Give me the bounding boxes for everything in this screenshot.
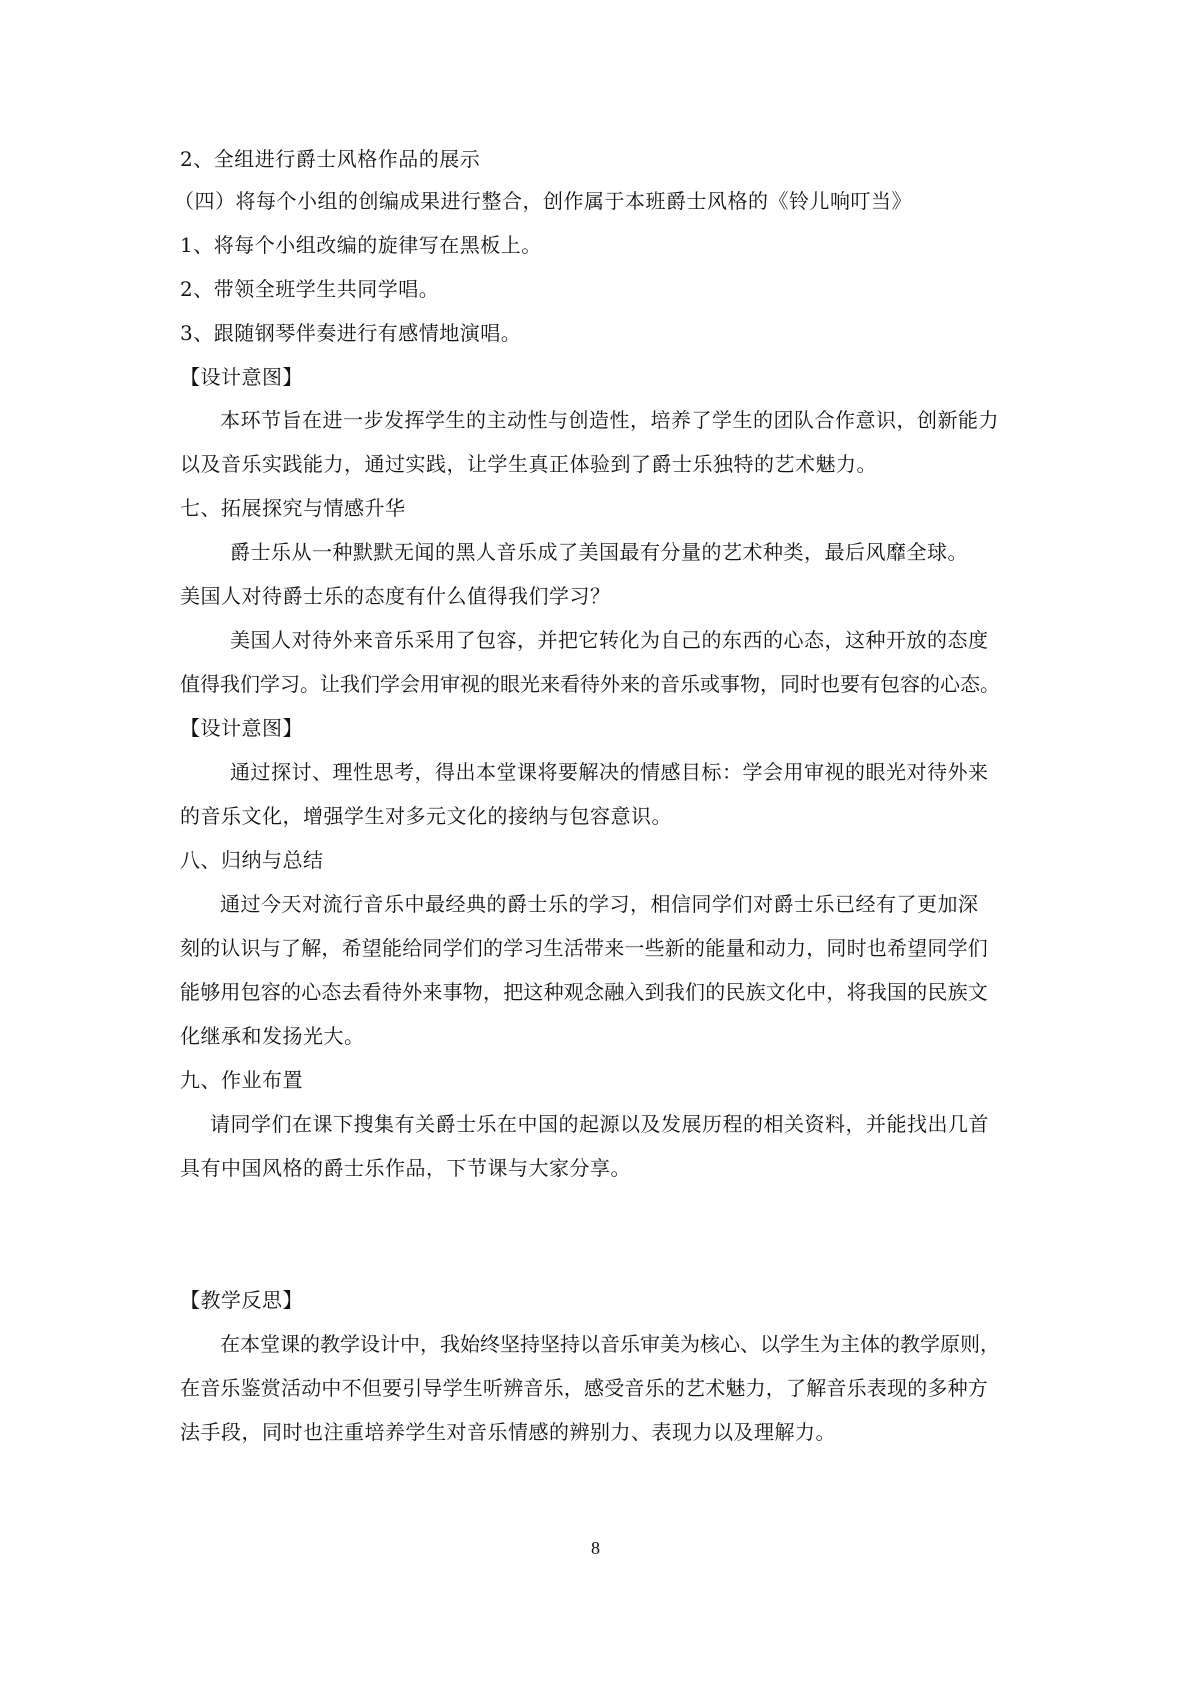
- design-intent-heading: 【设计意图】: [180, 365, 303, 389]
- paragraph-line: 美国人对待外来音乐采用了包容，并把它转化为自己的东西的心态，这种开放的态度: [230, 628, 989, 652]
- paragraph-line: 以及音乐实践能力，通过实践，让学生真正体验到了爵士乐独特的艺术魅力。: [180, 452, 877, 476]
- list-item: 3、跟随钢琴伴奏进行有感情地演唱。: [180, 321, 522, 345]
- design-intent-heading: 【设计意图】: [180, 716, 303, 740]
- paragraph-line: 在音乐鉴赏活动中不但要引导学生听辨音乐，感受音乐的艺术魅力，了解音乐表现的多种方: [180, 1376, 988, 1400]
- teaching-reflection-heading: 【教学反思】: [180, 1288, 303, 1312]
- paragraph-line: 化继承和发扬光大。: [180, 1024, 365, 1048]
- section-heading: 七、拓展探究与情感升华: [180, 496, 406, 520]
- section-heading: 九、作业布置: [180, 1068, 303, 1092]
- paragraph-line: 法手段，同时也注重培养学生对音乐情感的辨别力、表现力以及理解力。: [180, 1420, 836, 1444]
- list-item: 2、全组进行爵士风格作品的展示: [180, 147, 481, 171]
- paragraph-line: 本环节旨在进一步发挥学生的主动性与创造性，培养了学生的团队合作意识，创新能力: [220, 408, 999, 432]
- paragraph-line: 在本堂课的教学设计中，我始终坚持坚持以音乐审美为核心、以学生为主体的教学原则，: [220, 1332, 1000, 1356]
- paragraph-line: 值得我们学习。让我们学会用审视的眼光来看待外来的音乐或事物，同时也要有包容的心态。: [180, 672, 1000, 696]
- paragraph-line: 通过今天对流行音乐中最经典的爵士乐的学习，相信同学们对爵士乐已经有了更加深: [220, 892, 979, 916]
- paragraph-line: 能够用包容的心态去看待外来事物，把这种观念融入到我们的民族文化中，将我国的民族文: [180, 980, 988, 1004]
- paragraph-line: 爵士乐从一种默默无闻的黑人音乐成了美国最有分量的艺术种类，最后风靡全球。: [230, 540, 968, 564]
- paragraph-line: 美国人对待爵士乐的态度有什么值得我们学习？: [180, 584, 611, 608]
- paragraph-line: 的音乐文化，增强学生对多元文化的接纳与包容意识。: [180, 804, 672, 828]
- page-number: 8: [591, 1538, 600, 1558]
- list-item: 2、带领全班学生共同学唱。: [180, 277, 440, 301]
- paragraph-line: 刻的认识与了解，希望能给同学们的学习生活带来一些新的能量和动力，同时也希望同学们: [180, 936, 988, 960]
- section-heading: 八、归纳与总结: [180, 848, 324, 872]
- list-item: 1、将每个小组改编的旋律写在黑板上。: [180, 233, 542, 257]
- paragraph-line: 通过探讨、理性思考，得出本堂课将要解决的情感目标：学会用审视的眼光对待外来: [230, 760, 989, 784]
- paragraph-line: 具有中国风格的爵士乐作品，下节课与大家分享。: [180, 1156, 631, 1180]
- paragraph-line: 请同学们在课下搜集有关爵士乐在中国的起源以及发展历程的相关资料，并能找出几首: [210, 1112, 989, 1136]
- section-heading: （四）将每个小组的创编成果进行整合，创作属于本班爵士风格的《铃儿响叮当》: [174, 189, 912, 213]
